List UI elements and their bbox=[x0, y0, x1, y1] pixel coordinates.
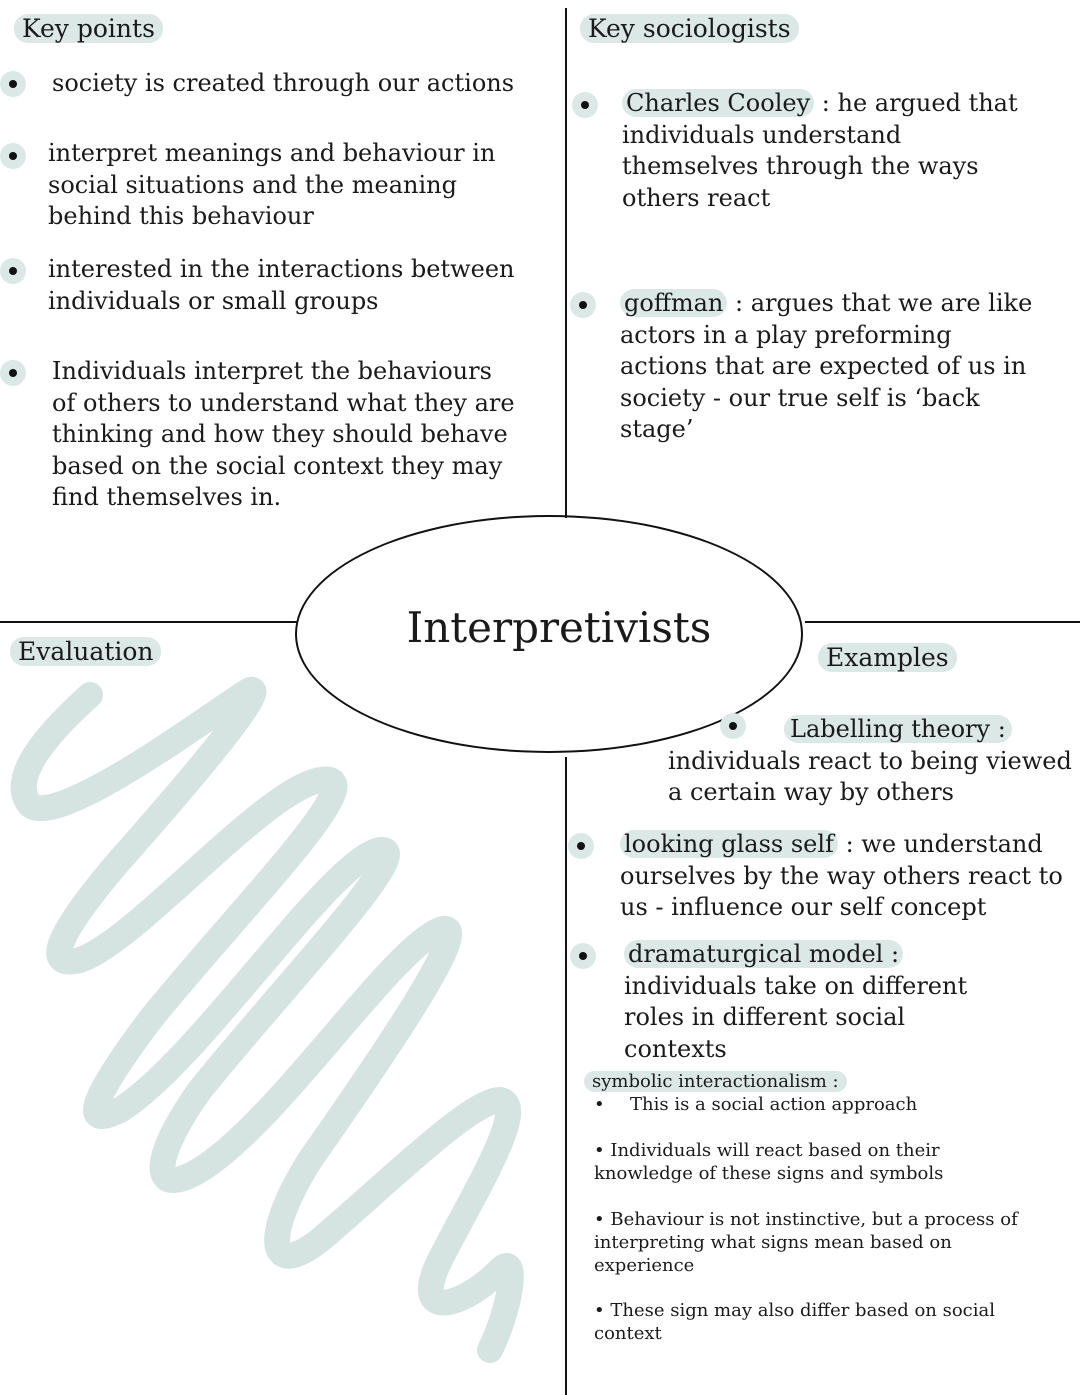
bullet-icon bbox=[0, 360, 26, 386]
examples-heading: Examples bbox=[818, 643, 957, 672]
bullet-icon bbox=[570, 943, 596, 969]
key-sociologists-heading: Key sociologists bbox=[580, 14, 799, 43]
vertical-divider-top bbox=[565, 8, 567, 518]
page-title: Interpretivists bbox=[406, 603, 712, 652]
bullet-icon bbox=[568, 833, 594, 859]
evaluation-heading: Evaluation bbox=[10, 637, 161, 666]
bullet-icon bbox=[0, 71, 26, 97]
bullet-icon bbox=[570, 292, 596, 318]
key-point-item: society is created through our actions bbox=[52, 69, 515, 97]
scribble-icon bbox=[0, 660, 560, 1380]
sociologist-item: Charles Cooley : he argued that individuals understand themselves through the ways others react bbox=[622, 89, 1018, 212]
key-point-item: interpret meanings and behaviour in social situations and the meaning behind this behaviour bbox=[48, 139, 496, 230]
symbolic-item: • Individuals will react based on their knowledge of these signs and symbols bbox=[594, 1140, 944, 1184]
symbolic-item: • These sign may also differ based on social context bbox=[594, 1300, 995, 1344]
key-point-item: interested in the interactions between individuals or small groups bbox=[48, 255, 515, 315]
example-item: looking glass self : we understand ourselves by the way others react to us - influence our self concept bbox=[620, 830, 1063, 921]
example-item: dramaturgical model : individuals take on different roles in different social contexts bbox=[624, 940, 968, 1063]
horizontal-divider-left bbox=[0, 621, 298, 623]
sociologist-item: goffman : argues that we are like actors in a play preforming actions that are expected of us in society - our true self is ‘back stage’ bbox=[620, 289, 1033, 443]
symbolic-heading: symbolic interactionalism : bbox=[584, 1070, 847, 1093]
bullet-icon bbox=[0, 143, 26, 169]
key-point-item: Individuals interpret the behaviours of others to understand what they are thinking and how they should behave based on the social context they may find themselves in. bbox=[52, 357, 515, 511]
vertical-divider-bottom bbox=[565, 757, 567, 1395]
symbolic-item: • Behaviour is not instinctive, but a process of interpreting what signs mean based on experience bbox=[594, 1209, 1018, 1276]
bullet-icon bbox=[572, 92, 598, 118]
horizontal-divider-right bbox=[805, 621, 1080, 623]
key-points-heading: Key points bbox=[14, 14, 163, 43]
bullet-icon bbox=[0, 258, 26, 284]
symbolic-item: • This is a social action approach bbox=[594, 1094, 918, 1115]
example-item: Labelling theory : individuals react to being viewed a certain way by others bbox=[668, 715, 1072, 806]
